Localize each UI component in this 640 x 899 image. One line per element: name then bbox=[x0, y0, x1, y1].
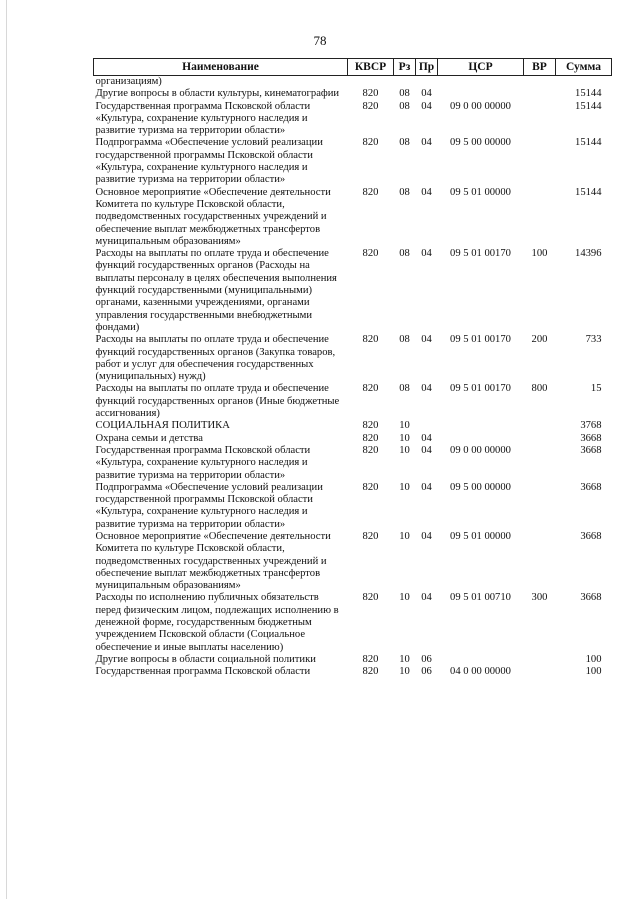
cell-pr: 04 bbox=[421, 248, 432, 260]
cell-name: Государственная программа Псковской области bbox=[95, 666, 311, 678]
cell-rz: 08 bbox=[399, 334, 410, 346]
cell-vr bbox=[524, 666, 556, 678]
cell-rz: 10 bbox=[399, 420, 410, 432]
header-name: Наименование bbox=[94, 59, 348, 76]
cell-sum: 15144 bbox=[575, 137, 602, 149]
cell-rz: 08 bbox=[399, 383, 410, 395]
cell-sum: 100 bbox=[585, 653, 602, 665]
cell-sum: 15144 bbox=[575, 186, 602, 198]
cell-rz bbox=[394, 76, 416, 89]
cell-vr bbox=[524, 101, 556, 138]
page-number: 78 bbox=[313, 33, 327, 48]
table-row bbox=[94, 433, 612, 445]
cell-csr: 09 5 01 00170 bbox=[450, 334, 511, 346]
table-body bbox=[94, 76, 612, 679]
cell-vr: 800 bbox=[531, 383, 548, 395]
cell-name: Основное мероприятие «Обеспечение деятельности Комитета по культуре Псковской области, подведомственных государственных учреждений и обеспечение выплат межбюджетных трансфертов муниципальным образованиям» bbox=[95, 530, 331, 592]
table-row bbox=[94, 592, 612, 653]
cell-vr bbox=[524, 531, 556, 592]
cell-pr: 04 bbox=[421, 530, 432, 542]
cell-kvsr: 820 bbox=[362, 100, 379, 112]
cell-pr: 04 bbox=[421, 334, 432, 346]
cell-pr: 06 bbox=[421, 666, 432, 678]
table-row bbox=[94, 137, 612, 186]
table-row bbox=[94, 101, 612, 138]
cell-csr bbox=[438, 76, 524, 89]
cell-csr: 09 5 01 00000 bbox=[450, 530, 511, 542]
table-row bbox=[94, 531, 612, 592]
cell-kvsr: 820 bbox=[362, 653, 379, 665]
cell-pr: 04 bbox=[421, 100, 432, 112]
header-sum: Сумма bbox=[556, 59, 612, 76]
cell-vr: 100 bbox=[531, 248, 548, 260]
cell-csr: 09 5 00 00000 bbox=[450, 481, 511, 493]
cell-pr: 04 bbox=[421, 186, 432, 198]
cell-kvsr: 820 bbox=[362, 420, 379, 432]
cell-csr: 09 5 00 00000 bbox=[450, 137, 511, 149]
cell-sum: 15144 bbox=[575, 100, 602, 112]
header-pr: Пр bbox=[416, 59, 438, 76]
cell-kvsr: 820 bbox=[362, 186, 379, 198]
cell-vr bbox=[524, 187, 556, 248]
header-rz: Рз bbox=[394, 59, 416, 76]
cell-vr bbox=[524, 420, 556, 432]
cell-name: Подпрограмма «Обеспечение условий реализации государственной программы Псковской области «Культура, сохранение культурного наследия и развитие туризма на территории области» bbox=[95, 481, 323, 530]
cell-pr bbox=[416, 76, 438, 89]
cell-rz: 10 bbox=[399, 530, 410, 542]
cell-name: Государственная программа Псковской области «Культура, сохранение культурного наследия и развитие туризма на территории области» bbox=[95, 100, 311, 137]
cell-csr: 09 5 01 00710 bbox=[450, 592, 511, 604]
table-row bbox=[94, 420, 612, 432]
cell-sum: 3668 bbox=[580, 432, 602, 444]
cell-rz: 08 bbox=[399, 186, 410, 198]
cell-name: Другие вопросы в области социальной политики bbox=[95, 653, 316, 665]
header-csr: ЦСР bbox=[438, 59, 524, 76]
table-row bbox=[94, 88, 612, 100]
cell-sum: 3668 bbox=[580, 481, 602, 493]
cell-rz: 10 bbox=[399, 592, 410, 604]
cell-sum: 3668 bbox=[580, 530, 602, 542]
table-row bbox=[94, 187, 612, 248]
cell-rz: 08 bbox=[399, 248, 410, 260]
cell-vr: 200 bbox=[531, 334, 548, 346]
cell-kvsr: 820 bbox=[362, 137, 379, 149]
header-kvsr: КВСР bbox=[348, 59, 394, 76]
table-row bbox=[94, 654, 612, 666]
table-row bbox=[94, 334, 612, 383]
cell-vr bbox=[524, 445, 556, 482]
cell-pr: 04 bbox=[421, 88, 432, 100]
table-row bbox=[94, 482, 612, 531]
cell-kvsr: 820 bbox=[362, 592, 379, 604]
cell-pr: 04 bbox=[421, 383, 432, 395]
cell-csr bbox=[438, 420, 524, 432]
cell-sum: 15144 bbox=[575, 88, 602, 100]
budget-table bbox=[93, 58, 612, 679]
cell-rz: 10 bbox=[399, 432, 410, 444]
cell-name: Расходы на выплаты по оплате труда и обеспечение функций государственных органов (Иные бюджетные ассигнования) bbox=[95, 383, 340, 420]
cell-pr: 04 bbox=[421, 444, 432, 456]
cell-name: Основное мероприятие «Обеспечение деятельности Комитета по культуре Псковской области, подведомственных государственных учреждений и обеспечение выплат межбюджетных трансфертов муниципальным образованиям» bbox=[95, 186, 331, 247]
table-row bbox=[94, 383, 612, 420]
table-row bbox=[94, 248, 612, 334]
cell-vr bbox=[524, 76, 556, 89]
cell-pr: 04 bbox=[421, 481, 432, 493]
cell-vr bbox=[524, 654, 556, 666]
cell-csr bbox=[438, 88, 524, 100]
table-header-row bbox=[94, 59, 612, 76]
cell-kvsr: 820 bbox=[362, 88, 379, 100]
cell-kvsr: 820 bbox=[362, 481, 379, 493]
cell-rz: 08 bbox=[399, 100, 410, 112]
cell-sum: 14396 bbox=[575, 248, 602, 260]
cell-pr: 04 bbox=[421, 432, 432, 444]
cell-kvsr: 820 bbox=[362, 383, 379, 395]
cell-csr bbox=[438, 654, 524, 666]
cell-kvsr: 820 bbox=[362, 444, 379, 456]
cell-csr: 04 0 00 00000 bbox=[450, 666, 511, 678]
cell-name: организациям) bbox=[95, 76, 162, 87]
cell-name: Расходы на выплаты по оплате труда и обеспечение функций государственных органов (Закупка товаров, работ и услуг для обеспечения государственных (муниципальных) нужд) bbox=[95, 334, 336, 383]
cell-kvsr: 820 bbox=[362, 334, 379, 346]
cell-pr: 06 bbox=[421, 653, 432, 665]
scan-edge bbox=[6, 0, 7, 899]
cell-name: Охрана семьи и детства bbox=[95, 432, 203, 444]
cell-rz: 10 bbox=[399, 653, 410, 665]
cell-kvsr: 820 bbox=[362, 248, 379, 260]
header-vr: ВР bbox=[524, 59, 556, 76]
cell-name: Подпрограмма «Обеспечение условий реализации государственной программы Псковской области «Культура, сохранение культурного наследия и развитие туризма на территории области» bbox=[95, 137, 323, 186]
cell-sum: 15 bbox=[590, 383, 602, 395]
cell-rz: 10 bbox=[399, 666, 410, 678]
cell-name: Другие вопросы в области культуры, кинематографии bbox=[95, 88, 340, 100]
cell-name: Расходы на выплаты по оплате труда и обеспечение функций государственных органов (Расходы на выплаты персоналу в целях обеспечения выполнения функций государственными (муниципальными) органами, казенными учреждениями, органами управления государственными внебюджетными фондами) bbox=[95, 248, 337, 333]
cell-csr: 09 0 00 00000 bbox=[450, 100, 511, 112]
cell-csr: 09 5 01 00170 bbox=[450, 383, 511, 395]
cell-sum: 3768 bbox=[580, 420, 602, 432]
cell-sum: 100 bbox=[585, 666, 602, 678]
cell-rz: 08 bbox=[399, 88, 410, 100]
cell-kvsr bbox=[348, 76, 394, 89]
cell-kvsr: 820 bbox=[362, 432, 379, 444]
cell-csr: 09 5 01 00000 bbox=[450, 186, 511, 198]
cell-vr bbox=[524, 88, 556, 100]
cell-name: СОЦИАЛЬНАЯ ПОЛИТИКА bbox=[95, 420, 230, 432]
cell-name: Расходы по исполнению публичных обязательств перед физическим лицом, подлежащих исполнению в денежной форме, государственным бюджетным учреждением Псковской области (Социальное обеспечение и иные выплаты населению) bbox=[95, 592, 339, 653]
cell-vr: 300 bbox=[531, 592, 548, 604]
cell-rz: 08 bbox=[399, 137, 410, 149]
cell-csr bbox=[438, 433, 524, 445]
table-row bbox=[94, 666, 612, 678]
table-row bbox=[94, 76, 612, 89]
cell-kvsr: 820 bbox=[362, 666, 379, 678]
cell-vr bbox=[524, 137, 556, 186]
cell-pr bbox=[416, 420, 438, 432]
cell-vr bbox=[524, 433, 556, 445]
table-row bbox=[94, 445, 612, 482]
cell-kvsr: 820 bbox=[362, 530, 379, 542]
cell-sum bbox=[556, 76, 612, 89]
cell-rz: 10 bbox=[399, 444, 410, 456]
cell-rz: 10 bbox=[399, 481, 410, 493]
cell-csr: 09 0 00 00000 bbox=[450, 444, 511, 456]
cell-sum: 733 bbox=[585, 334, 602, 346]
cell-vr bbox=[524, 482, 556, 531]
cell-sum: 3668 bbox=[580, 444, 602, 456]
cell-csr: 09 5 01 00170 bbox=[450, 248, 511, 260]
cell-pr: 04 bbox=[421, 592, 432, 604]
cell-pr: 04 bbox=[421, 137, 432, 149]
cell-name: Государственная программа Псковской области «Культура, сохранение культурного наследия и развитие туризма на территории области» bbox=[95, 444, 311, 481]
cell-sum: 3668 bbox=[580, 592, 602, 604]
